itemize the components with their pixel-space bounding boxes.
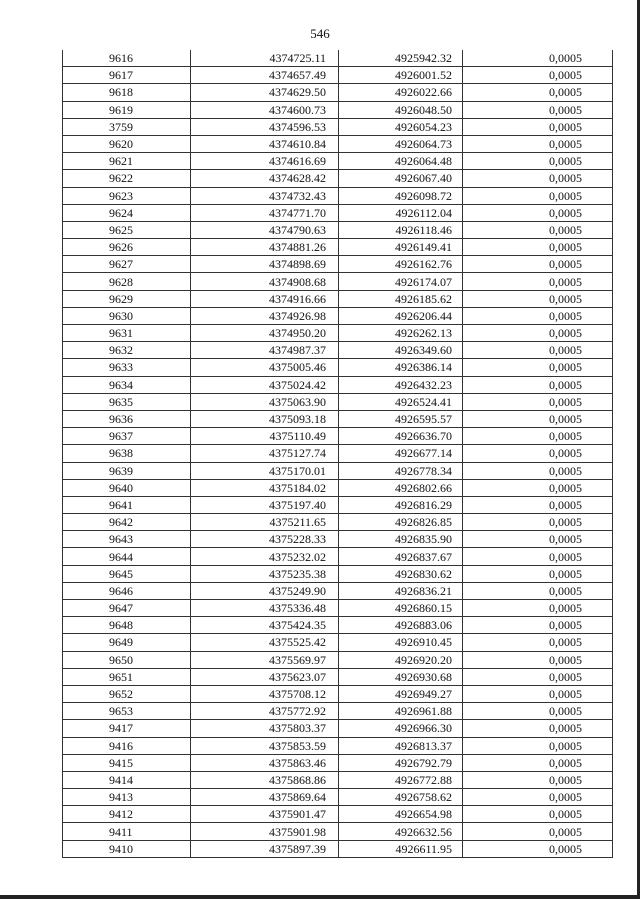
table-row [63,565,613,582]
x-coordinate-cell: 4374600.73 [191,101,339,118]
table-row [63,256,613,273]
tolerance-cell: 0,0005 [463,823,613,840]
y-coordinate-cell: 4926611.95 [339,840,463,857]
x-coordinate-cell: 4374908.68 [191,273,339,290]
tolerance-cell: 0,0005 [463,84,613,101]
tolerance-cell: 0,0005 [463,496,613,513]
tolerance-cell: 0,0005 [463,651,613,668]
point-number-cell: 9646 [63,582,191,599]
point-number-cell: 9630 [63,307,191,324]
point-number-cell: 9413 [63,789,191,806]
x-coordinate-cell: 4375868.86 [191,771,339,788]
y-coordinate-cell: 4926112.04 [339,204,463,221]
tolerance-cell: 0,0005 [463,135,613,152]
table-row [63,651,613,668]
x-coordinate-cell: 4374610.84 [191,135,339,152]
point-number-cell: 9636 [63,410,191,427]
x-coordinate-cell: 4375901.98 [191,823,339,840]
point-number-cell: 9645 [63,565,191,582]
tolerance-cell: 0,0005 [463,410,613,427]
x-coordinate-cell: 4375863.46 [191,754,339,771]
x-coordinate-cell: 4375184.02 [191,479,339,496]
tolerance-cell: 0,0005 [463,118,613,135]
y-coordinate-cell: 4926949.27 [339,685,463,702]
point-number-cell: 9627 [63,256,191,273]
x-coordinate-cell: 4375336.48 [191,600,339,617]
tolerance-cell: 0,0005 [463,582,613,599]
x-coordinate-cell: 4375901.47 [191,806,339,823]
table-row [63,754,613,771]
table-row [63,239,613,256]
point-number-cell: 9648 [63,617,191,634]
x-coordinate-cell: 4375093.18 [191,410,339,427]
point-number-cell: 9639 [63,462,191,479]
y-coordinate-cell: 4926185.62 [339,290,463,307]
point-number-cell: 9411 [63,823,191,840]
tolerance-cell: 0,0005 [463,307,613,324]
table-row [63,359,613,376]
tolerance-cell: 0,0005 [463,101,613,118]
tolerance-cell: 0,0005 [463,737,613,754]
point-number-cell: 9634 [63,376,191,393]
table-row [63,703,613,720]
x-coordinate-cell: 4375127.74 [191,445,339,462]
point-number-cell: 9637 [63,428,191,445]
table-row [63,273,613,290]
y-coordinate-cell: 4926837.67 [339,548,463,565]
x-coordinate-cell: 4374881.26 [191,239,339,256]
x-coordinate-cell: 4375772.92 [191,703,339,720]
table-row [63,548,613,565]
point-number-cell: 9619 [63,101,191,118]
table-row [63,101,613,118]
point-number-cell: 9633 [63,359,191,376]
x-coordinate-cell: 4374898.69 [191,256,339,273]
tolerance-cell: 0,0005 [463,754,613,771]
x-coordinate-cell: 4374596.53 [191,118,339,135]
y-coordinate-cell: 4926860.15 [339,600,463,617]
table-row [63,840,613,857]
x-coordinate-cell: 4375249.90 [191,582,339,599]
tolerance-cell: 0,0005 [463,153,613,170]
tolerance-cell: 0,0005 [463,840,613,857]
y-coordinate-cell: 4926654.98 [339,806,463,823]
point-number-cell: 9417 [63,720,191,737]
point-number-cell: 9638 [63,445,191,462]
table-row [63,170,613,187]
x-coordinate-cell: 4375024.42 [191,376,339,393]
y-coordinate-cell: 4926048.50 [339,101,463,118]
x-coordinate-cell: 4375228.33 [191,531,339,548]
y-coordinate-cell: 4926772.88 [339,771,463,788]
x-coordinate-cell: 4374771.70 [191,204,339,221]
point-number-cell: 9641 [63,496,191,513]
y-coordinate-cell: 4926001.52 [339,67,463,84]
table-row [63,531,613,548]
y-coordinate-cell: 4926778.34 [339,462,463,479]
point-number-cell: 9414 [63,771,191,788]
y-coordinate-cell: 4926792.79 [339,754,463,771]
x-coordinate-cell: 4375803.37 [191,720,339,737]
table-row [63,204,613,221]
y-coordinate-cell: 4926064.48 [339,153,463,170]
tolerance-cell: 0,0005 [463,342,613,359]
point-number-cell: 9616 [63,50,191,67]
y-coordinate-cell: 4926054.23 [339,118,463,135]
table-row [63,685,613,702]
table-row [63,84,613,101]
table-row [63,50,613,67]
table-row [63,462,613,479]
point-number-cell: 9620 [63,135,191,152]
table-row [63,514,613,531]
point-number-cell: 9412 [63,806,191,823]
table-row [63,600,613,617]
tolerance-cell: 0,0005 [463,514,613,531]
tolerance-cell: 0,0005 [463,170,613,187]
tolerance-cell: 0,0005 [463,256,613,273]
y-coordinate-cell: 4926174.07 [339,273,463,290]
x-coordinate-cell: 4374616.69 [191,153,339,170]
point-number-cell: 9635 [63,393,191,410]
tolerance-cell: 0,0005 [463,479,613,496]
point-number-cell: 9618 [63,84,191,101]
y-coordinate-cell: 4926802.66 [339,479,463,496]
x-coordinate-cell: 4375424.35 [191,617,339,634]
y-coordinate-cell: 4926262.13 [339,325,463,342]
point-number-cell: 9649 [63,634,191,651]
point-number-cell: 9640 [63,479,191,496]
table-row [63,720,613,737]
point-number-cell: 9631 [63,325,191,342]
tolerance-cell: 0,0005 [463,239,613,256]
point-number-cell: 9652 [63,685,191,702]
table-row [63,823,613,840]
tolerance-cell: 0,0005 [463,668,613,685]
x-coordinate-cell: 4374987.37 [191,342,339,359]
tolerance-cell: 0,0005 [463,565,613,582]
point-number-cell: 9651 [63,668,191,685]
table-row [63,307,613,324]
y-coordinate-cell: 4926386.14 [339,359,463,376]
table-row [63,118,613,135]
x-coordinate-cell: 4374732.43 [191,187,339,204]
y-coordinate-cell: 4926930.68 [339,668,463,685]
table-row [63,668,613,685]
point-number-cell: 9644 [63,548,191,565]
y-coordinate-cell: 4926349.60 [339,342,463,359]
y-coordinate-cell: 4926830.62 [339,565,463,582]
y-coordinate-cell: 4926966.30 [339,720,463,737]
x-coordinate-cell: 4374926.98 [191,307,339,324]
y-coordinate-cell: 4926067.40 [339,170,463,187]
x-coordinate-cell: 4375232.02 [191,548,339,565]
tolerance-cell: 0,0005 [463,445,613,462]
x-coordinate-cell: 4375853.59 [191,737,339,754]
y-coordinate-cell: 4926206.44 [339,307,463,324]
tolerance-cell: 0,0005 [463,204,613,221]
coordinates-table-body [63,50,613,857]
page-number: 546 [310,26,330,41]
x-coordinate-cell: 4375869.64 [191,789,339,806]
tolerance-cell: 0,0005 [463,50,613,67]
x-coordinate-cell: 4375063.90 [191,393,339,410]
y-coordinate-cell: 4926632.56 [339,823,463,840]
table-row [63,410,613,427]
x-coordinate-cell: 4375708.12 [191,685,339,702]
tolerance-cell: 0,0005 [463,617,613,634]
coordinates-table-container [62,50,612,858]
x-coordinate-cell: 4375897.39 [191,840,339,857]
y-coordinate-cell: 4926910.45 [339,634,463,651]
y-coordinate-cell: 4926813.37 [339,737,463,754]
table-row [63,496,613,513]
point-number-cell: 9650 [63,651,191,668]
y-coordinate-cell: 4926149.41 [339,239,463,256]
table-row [63,67,613,84]
tolerance-cell: 0,0005 [463,359,613,376]
tolerance-cell: 0,0005 [463,325,613,342]
point-number-cell: 9623 [63,187,191,204]
table-row [63,806,613,823]
table-row [63,445,613,462]
tolerance-cell: 0,0005 [463,634,613,651]
table-row [63,342,613,359]
point-number-cell: 9624 [63,204,191,221]
table-row [63,290,613,307]
tolerance-cell: 0,0005 [463,703,613,720]
y-coordinate-cell: 4926836.21 [339,582,463,599]
tolerance-cell: 0,0005 [463,273,613,290]
x-coordinate-cell: 4375170.01 [191,462,339,479]
y-coordinate-cell: 4926920.20 [339,651,463,668]
x-coordinate-cell: 4375525.42 [191,634,339,651]
tolerance-cell: 0,0005 [463,600,613,617]
table-row [63,393,613,410]
x-coordinate-cell: 4375211.65 [191,514,339,531]
table-row [63,789,613,806]
x-coordinate-cell: 4374950.20 [191,325,339,342]
x-coordinate-cell: 4374657.49 [191,67,339,84]
tolerance-cell: 0,0005 [463,720,613,737]
table-row [63,153,613,170]
table-row [63,135,613,152]
scan-edge-bottom [0,895,640,899]
x-coordinate-cell: 4375005.46 [191,359,339,376]
y-coordinate-cell: 4926677.14 [339,445,463,462]
x-coordinate-cell: 4374725.11 [191,50,339,67]
point-number-cell: 9643 [63,531,191,548]
point-number-cell: 9415 [63,754,191,771]
y-coordinate-cell: 4926064.73 [339,135,463,152]
point-number-cell: 9625 [63,221,191,238]
tolerance-cell: 0,0005 [463,462,613,479]
table-row [63,187,613,204]
table-row [63,428,613,445]
x-coordinate-cell: 4375235.38 [191,565,339,582]
point-number-cell: 9632 [63,342,191,359]
y-coordinate-cell: 4926758.62 [339,789,463,806]
tolerance-cell: 0,0005 [463,393,613,410]
y-coordinate-cell: 4925942.32 [339,50,463,67]
tolerance-cell: 0,0005 [463,685,613,702]
x-coordinate-cell: 4374790.63 [191,221,339,238]
tolerance-cell: 0,0005 [463,531,613,548]
tolerance-cell: 0,0005 [463,806,613,823]
table-row [63,634,613,651]
tolerance-cell: 0,0005 [463,428,613,445]
point-number-cell: 9653 [63,703,191,720]
point-number-cell: 9621 [63,153,191,170]
coordinates-table [62,50,613,858]
point-number-cell: 9642 [63,514,191,531]
y-coordinate-cell: 4926098.72 [339,187,463,204]
y-coordinate-cell: 4926595.57 [339,410,463,427]
point-number-cell: 9629 [63,290,191,307]
point-number-cell: 9410 [63,840,191,857]
y-coordinate-cell: 4926816.29 [339,496,463,513]
tolerance-cell: 0,0005 [463,67,613,84]
x-coordinate-cell: 4375110.49 [191,428,339,445]
x-coordinate-cell: 4374916.66 [191,290,339,307]
point-number-cell: 9617 [63,67,191,84]
point-number-cell: 9416 [63,737,191,754]
x-coordinate-cell: 4375623.07 [191,668,339,685]
table-row [63,771,613,788]
table-row [63,325,613,342]
table-row [63,479,613,496]
table-row [63,221,613,238]
y-coordinate-cell: 4926524.41 [339,393,463,410]
y-coordinate-cell: 4926883.06 [339,617,463,634]
y-coordinate-cell: 4926826.85 [339,514,463,531]
x-coordinate-cell: 4374629.50 [191,84,339,101]
tolerance-cell: 0,0005 [463,187,613,204]
y-coordinate-cell: 4926118.46 [339,221,463,238]
point-number-cell: 9622 [63,170,191,187]
tolerance-cell: 0,0005 [463,376,613,393]
x-coordinate-cell: 4375197.40 [191,496,339,513]
y-coordinate-cell: 4926636.70 [339,428,463,445]
point-number-cell: 9628 [63,273,191,290]
y-coordinate-cell: 4926432.23 [339,376,463,393]
point-number-cell: 9626 [63,239,191,256]
table-row [63,376,613,393]
y-coordinate-cell: 4926835.90 [339,531,463,548]
point-number-cell: 9647 [63,600,191,617]
tolerance-cell: 0,0005 [463,771,613,788]
tolerance-cell: 0,0005 [463,221,613,238]
table-row [63,737,613,754]
table-row [63,582,613,599]
x-coordinate-cell: 4374628.42 [191,170,339,187]
y-coordinate-cell: 4926162.76 [339,256,463,273]
y-coordinate-cell: 4926961.88 [339,703,463,720]
tolerance-cell: 0,0005 [463,548,613,565]
table-row [63,617,613,634]
point-number-cell: 3759 [63,118,191,135]
x-coordinate-cell: 4375569.97 [191,651,339,668]
y-coordinate-cell: 4926022.66 [339,84,463,101]
tolerance-cell: 0,0005 [463,290,613,307]
tolerance-cell: 0,0005 [463,789,613,806]
